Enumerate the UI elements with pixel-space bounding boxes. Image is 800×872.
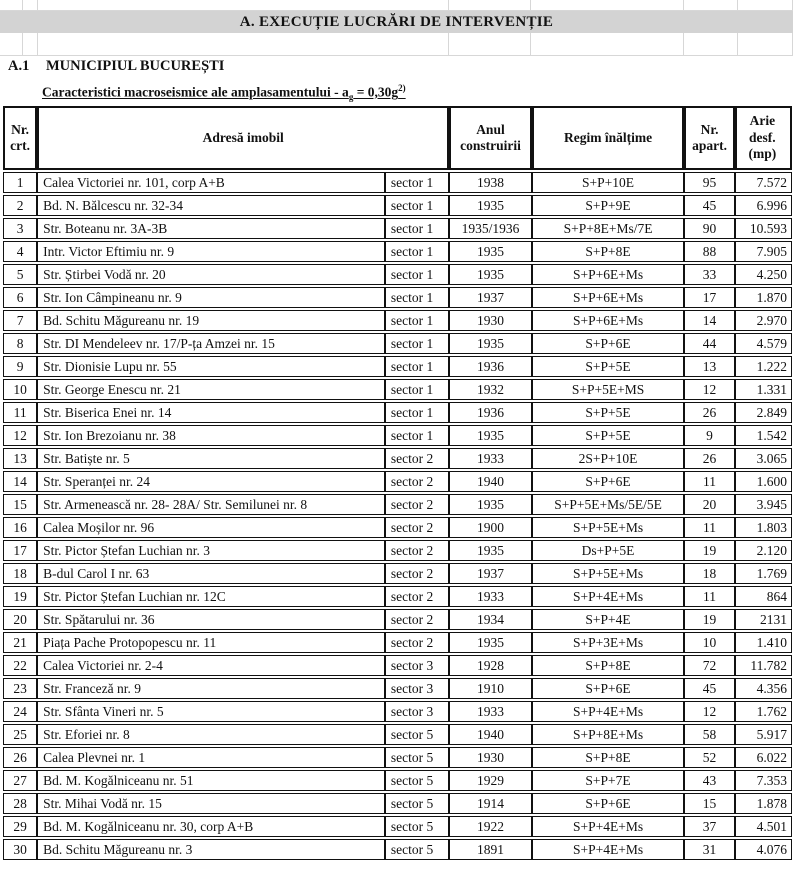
- col-header-height-regime: Regim înălțime: [532, 106, 685, 170]
- year-built-cell: 1935: [449, 540, 531, 561]
- address-cell: Bd. M. Kogălniceanu nr. 51: [37, 770, 385, 791]
- sector-cell: sector 1: [385, 264, 449, 285]
- apartments-cell: 12: [684, 701, 734, 722]
- area-cell: 1.410: [735, 632, 792, 653]
- height-regime-cell: 2S+P+10E: [532, 448, 685, 469]
- apartments-cell: 26: [684, 448, 734, 469]
- year-built-cell: 1935: [449, 632, 531, 653]
- height-regime-cell: S+P+4E: [532, 609, 685, 630]
- row-number-cell: 16: [3, 517, 37, 538]
- area-cell: 1.331: [735, 379, 792, 400]
- address-cell: Str. Pictor Ștefan Luchian nr. 12C: [37, 586, 385, 607]
- grid-line: [0, 55, 793, 56]
- area-cell: 6.022: [735, 747, 792, 768]
- year-built-cell: 1930: [449, 747, 531, 768]
- row-number-cell: 27: [3, 770, 37, 791]
- address-cell: Str. Mihai Vodă nr. 15: [37, 793, 385, 814]
- area-cell: 4.250: [735, 264, 792, 285]
- table-row: [3, 724, 792, 745]
- year-built-cell: 1933: [449, 586, 531, 607]
- year-built-cell: 1934: [449, 609, 531, 630]
- table-row: [3, 839, 792, 860]
- area-cell: 4.579: [735, 333, 792, 354]
- apartments-cell: 10: [684, 632, 734, 653]
- row-number-cell: 13: [3, 448, 37, 469]
- sector-cell: sector 2: [385, 563, 449, 584]
- row-number-cell: 28: [3, 793, 37, 814]
- apartments-cell: 18: [684, 563, 734, 584]
- apartments-cell: 11: [684, 517, 734, 538]
- apartments-cell: 20: [684, 494, 734, 515]
- subsection-code: A.1: [8, 58, 30, 74]
- height-regime-cell: S+P+6E: [532, 678, 685, 699]
- area-cell: 1.542: [735, 425, 792, 446]
- height-regime-cell: S+P+6E+Ms: [532, 310, 685, 331]
- area-cell: 4.076: [735, 839, 792, 860]
- col-header-area: Arie desf. (mp): [735, 106, 792, 170]
- year-built-cell: 1935: [449, 333, 531, 354]
- height-regime-cell: S+P+8E: [532, 655, 685, 676]
- area-cell: 1.222: [735, 356, 792, 377]
- address-cell: Str. Biserica Enei nr. 14: [37, 402, 385, 423]
- table-row: [3, 678, 792, 699]
- row-number-cell: 10: [3, 379, 37, 400]
- row-number-cell: 20: [3, 609, 37, 630]
- height-regime-cell: S+P+10E: [532, 172, 685, 193]
- row-number-cell: 2: [3, 195, 37, 216]
- height-regime-cell: S+P+9E: [532, 195, 685, 216]
- year-built-cell: 1937: [449, 563, 531, 584]
- sector-cell: sector 5: [385, 839, 449, 860]
- height-regime-cell: S+P+5E+Ms: [532, 517, 685, 538]
- sector-cell: sector 1: [385, 195, 449, 216]
- year-built-cell: 1935/1936: [449, 218, 531, 239]
- year-built-cell: 1930: [449, 310, 531, 331]
- address-cell: Str. Sfânta Vineri nr. 5: [37, 701, 385, 722]
- area-cell: 1.870: [735, 287, 792, 308]
- sector-cell: sector 3: [385, 678, 449, 699]
- sector-cell: sector 2: [385, 494, 449, 515]
- area-cell: 7.572: [735, 172, 792, 193]
- year-built-cell: 1932: [449, 379, 531, 400]
- year-built-cell: 1929: [449, 770, 531, 791]
- height-regime-cell: S+P+5E: [532, 402, 685, 423]
- address-cell: Piața Pache Protopopescu nr. 11: [37, 632, 385, 653]
- area-cell: 1.762: [735, 701, 792, 722]
- table-row: [3, 586, 792, 607]
- row-number-cell: 19: [3, 586, 37, 607]
- year-built-cell: 1935: [449, 494, 531, 515]
- year-built-cell: 1940: [449, 724, 531, 745]
- subsection-title: MUNICIPIUL BUCUREȘTI: [45, 58, 225, 74]
- sector-cell: sector 3: [385, 701, 449, 722]
- year-built-cell: 1933: [449, 448, 531, 469]
- row-number-cell: 1: [3, 172, 37, 193]
- sector-cell: sector 2: [385, 540, 449, 561]
- sector-cell: sector 1: [385, 333, 449, 354]
- year-built-cell: 1935: [449, 264, 531, 285]
- apartments-cell: 44: [684, 333, 734, 354]
- sector-cell: sector 1: [385, 425, 449, 446]
- row-number-cell: 21: [3, 632, 37, 653]
- table-row: [3, 310, 792, 331]
- year-built-cell: 1936: [449, 356, 531, 377]
- address-cell: B-dul Carol I nr. 63: [37, 563, 385, 584]
- row-number-cell: 15: [3, 494, 37, 515]
- year-built-cell: 1937: [449, 287, 531, 308]
- table-row: [3, 379, 792, 400]
- sector-cell: sector 1: [385, 310, 449, 331]
- sector-cell: sector 2: [385, 586, 449, 607]
- apartments-cell: 12: [684, 379, 734, 400]
- table-row: [3, 218, 792, 239]
- buildings-table-wrapper: [3, 104, 792, 862]
- address-cell: Str. DI Mendeleev nr. 17/P-ța Amzei nr. 15: [37, 333, 385, 354]
- year-built-cell: 1891: [449, 839, 531, 860]
- sector-cell: sector 5: [385, 724, 449, 745]
- address-cell: Str. Boteanu nr. 3A-3B: [37, 218, 385, 239]
- sector-cell: sector 1: [385, 172, 449, 193]
- height-regime-cell: S+P+8E: [532, 747, 685, 768]
- apartments-cell: 19: [684, 540, 734, 561]
- year-built-cell: 1936: [449, 402, 531, 423]
- row-number-cell: 30: [3, 839, 37, 860]
- area-cell: 1.878: [735, 793, 792, 814]
- table-row: [3, 793, 792, 814]
- table-row: [3, 747, 792, 768]
- row-number-cell: 22: [3, 655, 37, 676]
- col-header-row-number: Nr. crt.: [3, 106, 37, 170]
- row-number-cell: 17: [3, 540, 37, 561]
- table-row: [3, 425, 792, 446]
- height-regime-cell: S+P+8E: [532, 241, 685, 262]
- height-regime-cell: S+P+6E+Ms: [532, 287, 685, 308]
- address-cell: Str. Dionisie Lupu nr. 55: [37, 356, 385, 377]
- col-header-address: Adresă imobil: [37, 106, 449, 170]
- year-built-cell: 1935: [449, 195, 531, 216]
- area-cell: 2.120: [735, 540, 792, 561]
- table-row: [3, 195, 792, 216]
- area-cell: 2.970: [735, 310, 792, 331]
- height-regime-cell: Ds+P+5E: [532, 540, 685, 561]
- height-regime-cell: S+P+3E+Ms: [532, 632, 685, 653]
- table-row: [3, 241, 792, 262]
- address-cell: Bd. N. Bălcescu nr. 32-34: [37, 195, 385, 216]
- area-cell: 5.917: [735, 724, 792, 745]
- area-cell: 3.065: [735, 448, 792, 469]
- row-number-cell: 9: [3, 356, 37, 377]
- apartments-cell: 58: [684, 724, 734, 745]
- address-cell: Str. Franceză nr. 9: [37, 678, 385, 699]
- year-built-cell: 1938: [449, 172, 531, 193]
- apartments-cell: 26: [684, 402, 734, 423]
- year-built-cell: 1910: [449, 678, 531, 699]
- height-regime-cell: S+P+4E+Ms: [532, 701, 685, 722]
- table-row: [3, 816, 792, 837]
- area-cell: 10.593: [735, 218, 792, 239]
- address-cell: Str. Pictor Ștefan Luchian nr. 3: [37, 540, 385, 561]
- note-footnote-ref: 2): [398, 83, 406, 93]
- section-title: A. EXECUȚIE LUCRĂRI DE INTERVENȚIE: [239, 13, 554, 30]
- apartments-cell: 52: [684, 747, 734, 768]
- address-cell: Str. Batiște nr. 5: [37, 448, 385, 469]
- address-cell: Calea Victoriei nr. 2-4: [37, 655, 385, 676]
- table-row: [3, 655, 792, 676]
- table-row: [3, 563, 792, 584]
- table-row: [3, 770, 792, 791]
- address-cell: Bd. Schitu Măgureanu nr. 3: [37, 839, 385, 860]
- area-cell: 1.803: [735, 517, 792, 538]
- site-characteristics-note: [42, 83, 406, 102]
- year-built-cell: 1935: [449, 241, 531, 262]
- area-cell: 1.769: [735, 563, 792, 584]
- height-regime-cell: S+P+6E: [532, 333, 685, 354]
- row-number-cell: 5: [3, 264, 37, 285]
- table-row: [3, 264, 792, 285]
- apartments-cell: 19: [684, 609, 734, 630]
- sector-cell: sector 2: [385, 632, 449, 653]
- sector-cell: sector 2: [385, 448, 449, 469]
- apartments-cell: 15: [684, 793, 734, 814]
- year-built-cell: 1914: [449, 793, 531, 814]
- apartments-cell: 95: [684, 172, 734, 193]
- row-number-cell: 8: [3, 333, 37, 354]
- row-number-cell: 18: [3, 563, 37, 584]
- area-cell: 11.782: [735, 655, 792, 676]
- year-built-cell: 1900: [449, 517, 531, 538]
- sector-cell: sector 1: [385, 287, 449, 308]
- row-number-cell: 24: [3, 701, 37, 722]
- table-row: [3, 609, 792, 630]
- height-regime-cell: S+P+6E: [532, 793, 685, 814]
- address-cell: Str. Știrbei Vodă nr. 20: [37, 264, 385, 285]
- note-text: Caracteristici macroseismice ale amplasamentului - a: [42, 84, 349, 100]
- sector-cell: sector 3: [385, 655, 449, 676]
- height-regime-cell: S+P+5E+Ms: [532, 563, 685, 584]
- apartments-cell: 13: [684, 356, 734, 377]
- address-cell: Str. Speranței nr. 24: [37, 471, 385, 492]
- address-cell: Str. Spătarului nr. 36: [37, 609, 385, 630]
- height-regime-cell: S+P+4E+Ms: [532, 586, 685, 607]
- apartments-cell: 37: [684, 816, 734, 837]
- table-row: [3, 471, 792, 492]
- table-row: [3, 540, 792, 561]
- sector-cell: sector 5: [385, 816, 449, 837]
- apartments-cell: 11: [684, 586, 734, 607]
- apartments-cell: 17: [684, 287, 734, 308]
- area-cell: 7.353: [735, 770, 792, 791]
- height-regime-cell: S+P+5E+MS: [532, 379, 685, 400]
- row-number-cell: 14: [3, 471, 37, 492]
- apartments-cell: 14: [684, 310, 734, 331]
- table-row: [3, 494, 792, 515]
- subsection-heading: [8, 58, 224, 75]
- height-regime-cell: S+P+5E: [532, 425, 685, 446]
- table-body: [3, 172, 792, 860]
- address-cell: Bd. M. Kogălniceanu nr. 30, corp A+B: [37, 816, 385, 837]
- apartments-cell: 88: [684, 241, 734, 262]
- year-built-cell: 1933: [449, 701, 531, 722]
- area-cell: 2.849: [735, 402, 792, 423]
- address-cell: Str. Armenească nr. 28- 28A/ Str. Semilunei nr. 8: [37, 494, 385, 515]
- apartments-cell: 11: [684, 471, 734, 492]
- apartments-cell: 45: [684, 678, 734, 699]
- apartments-cell: 9: [684, 425, 734, 446]
- address-cell: Str. George Enescu nr. 21: [37, 379, 385, 400]
- address-cell: Str. Ion Câmpineanu nr. 9: [37, 287, 385, 308]
- table-row: [3, 448, 792, 469]
- row-number-cell: 29: [3, 816, 37, 837]
- row-number-cell: 25: [3, 724, 37, 745]
- address-cell: Str. Ion Brezoianu nr. 38: [37, 425, 385, 446]
- table-header-row: [3, 106, 792, 170]
- sector-cell: sector 5: [385, 793, 449, 814]
- apartments-cell: 33: [684, 264, 734, 285]
- apartments-cell: 43: [684, 770, 734, 791]
- sector-cell: sector 1: [385, 241, 449, 262]
- year-built-cell: 1940: [449, 471, 531, 492]
- sector-cell: sector 1: [385, 379, 449, 400]
- row-number-cell: 23: [3, 678, 37, 699]
- height-regime-cell: S+P+7E: [532, 770, 685, 791]
- height-regime-cell: S+P+6E+Ms: [532, 264, 685, 285]
- address-cell: Intr. Victor Eftimiu nr. 9: [37, 241, 385, 262]
- row-number-cell: 6: [3, 287, 37, 308]
- col-header-year-built: Anul construirii: [449, 106, 531, 170]
- area-cell: 7.905: [735, 241, 792, 262]
- sector-cell: sector 1: [385, 402, 449, 423]
- height-regime-cell: S+P+8E+Ms/7E: [532, 218, 685, 239]
- apartments-cell: 72: [684, 655, 734, 676]
- row-number-cell: 12: [3, 425, 37, 446]
- row-number-cell: 4: [3, 241, 37, 262]
- table-row: [3, 172, 792, 193]
- note-value: = 0,30g: [353, 84, 399, 100]
- area-cell: 6.996: [735, 195, 792, 216]
- height-regime-cell: S+P+6E: [532, 471, 685, 492]
- height-regime-cell: S+P+4E+Ms: [532, 839, 685, 860]
- sector-cell: sector 2: [385, 609, 449, 630]
- table-row: [3, 632, 792, 653]
- sector-cell: sector 5: [385, 770, 449, 791]
- table-row: [3, 402, 792, 423]
- sector-cell: sector 1: [385, 218, 449, 239]
- year-built-cell: 1935: [449, 425, 531, 446]
- sector-cell: sector 2: [385, 471, 449, 492]
- apartments-cell: 45: [684, 195, 734, 216]
- apartments-cell: 31: [684, 839, 734, 860]
- table-row: [3, 517, 792, 538]
- height-regime-cell: S+P+5E+Ms/5E/5E: [532, 494, 685, 515]
- table-row: [3, 333, 792, 354]
- apartments-cell: 90: [684, 218, 734, 239]
- area-cell: 4.356: [735, 678, 792, 699]
- address-cell: Calea Victoriei nr. 101, corp A+B: [37, 172, 385, 193]
- row-number-cell: 11: [3, 402, 37, 423]
- col-header-apartments: Nr. apart.: [684, 106, 734, 170]
- area-cell: 4.501: [735, 816, 792, 837]
- sector-cell: sector 1: [385, 356, 449, 377]
- row-number-cell: 7: [3, 310, 37, 331]
- address-cell: Calea Plevnei nr. 1: [37, 747, 385, 768]
- sector-cell: sector 2: [385, 517, 449, 538]
- row-number-cell: 26: [3, 747, 37, 768]
- height-regime-cell: S+P+8E+Ms: [532, 724, 685, 745]
- table-row: [3, 287, 792, 308]
- area-cell: 864: [735, 586, 792, 607]
- area-cell: 3.945: [735, 494, 792, 515]
- address-cell: Str. Eforiei nr. 8: [37, 724, 385, 745]
- section-title-band: [0, 11, 793, 33]
- address-cell: Bd. Schitu Măgureanu nr. 19: [37, 310, 385, 331]
- area-cell: 2131: [735, 609, 792, 630]
- address-cell: Calea Moșilor nr. 96: [37, 517, 385, 538]
- row-number-cell: 3: [3, 218, 37, 239]
- year-built-cell: 1928: [449, 655, 531, 676]
- buildings-table: [3, 104, 792, 862]
- year-built-cell: 1922: [449, 816, 531, 837]
- height-regime-cell: S+P+5E: [532, 356, 685, 377]
- note-subscript: g: [348, 92, 354, 103]
- table-row: [3, 356, 792, 377]
- height-regime-cell: S+P+4E+Ms: [532, 816, 685, 837]
- area-cell: 1.600: [735, 471, 792, 492]
- table-row: [3, 701, 792, 722]
- sector-cell: sector 5: [385, 747, 449, 768]
